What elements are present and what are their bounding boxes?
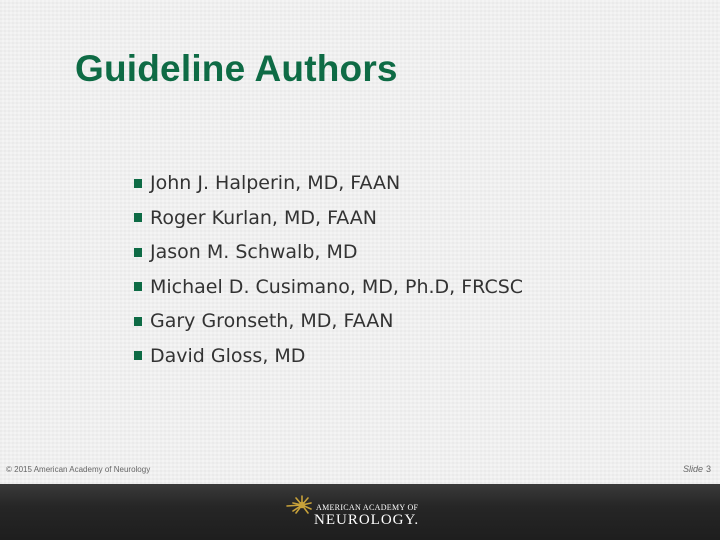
author-name: Gary Gronseth, MD, FAAN (150, 310, 394, 333)
aan-logo (284, 494, 424, 534)
square-bullet-icon (134, 179, 142, 188)
author-name: David Gloss, MD (150, 344, 306, 367)
author-name: John J. Halperin, MD, FAAN (150, 172, 401, 195)
logo-text-line2: NEUROLOGY. (314, 512, 420, 528)
author-item (132, 166, 523, 201)
author-list (132, 166, 523, 373)
author-name: Michael D. Cusimano, MD, Ph.D, FRCSC (150, 275, 524, 298)
slide-title: Guideline Authors (75, 48, 398, 89)
logo-text-line1: AMERICAN ACADEMY OF (316, 503, 419, 512)
author-item (132, 339, 523, 374)
copyright-notice: © 2015 American Academy of Neurology (6, 465, 151, 474)
author-item (132, 201, 523, 236)
slide-number (683, 464, 711, 474)
square-bullet-icon (134, 282, 142, 291)
author-name: Roger Kurlan, MD, FAAN (150, 206, 378, 229)
author-name: Jason M. Schwalb, MD (150, 241, 358, 264)
square-bullet-icon (134, 213, 142, 222)
author-item (132, 270, 523, 305)
slide-number-value: 3 (705, 464, 711, 474)
square-bullet-icon (134, 248, 142, 257)
author-item (132, 304, 523, 339)
square-bullet-icon (134, 317, 142, 326)
square-bullet-icon (134, 351, 142, 360)
slide-number-label: Slide (682, 464, 703, 474)
author-item (132, 235, 523, 270)
